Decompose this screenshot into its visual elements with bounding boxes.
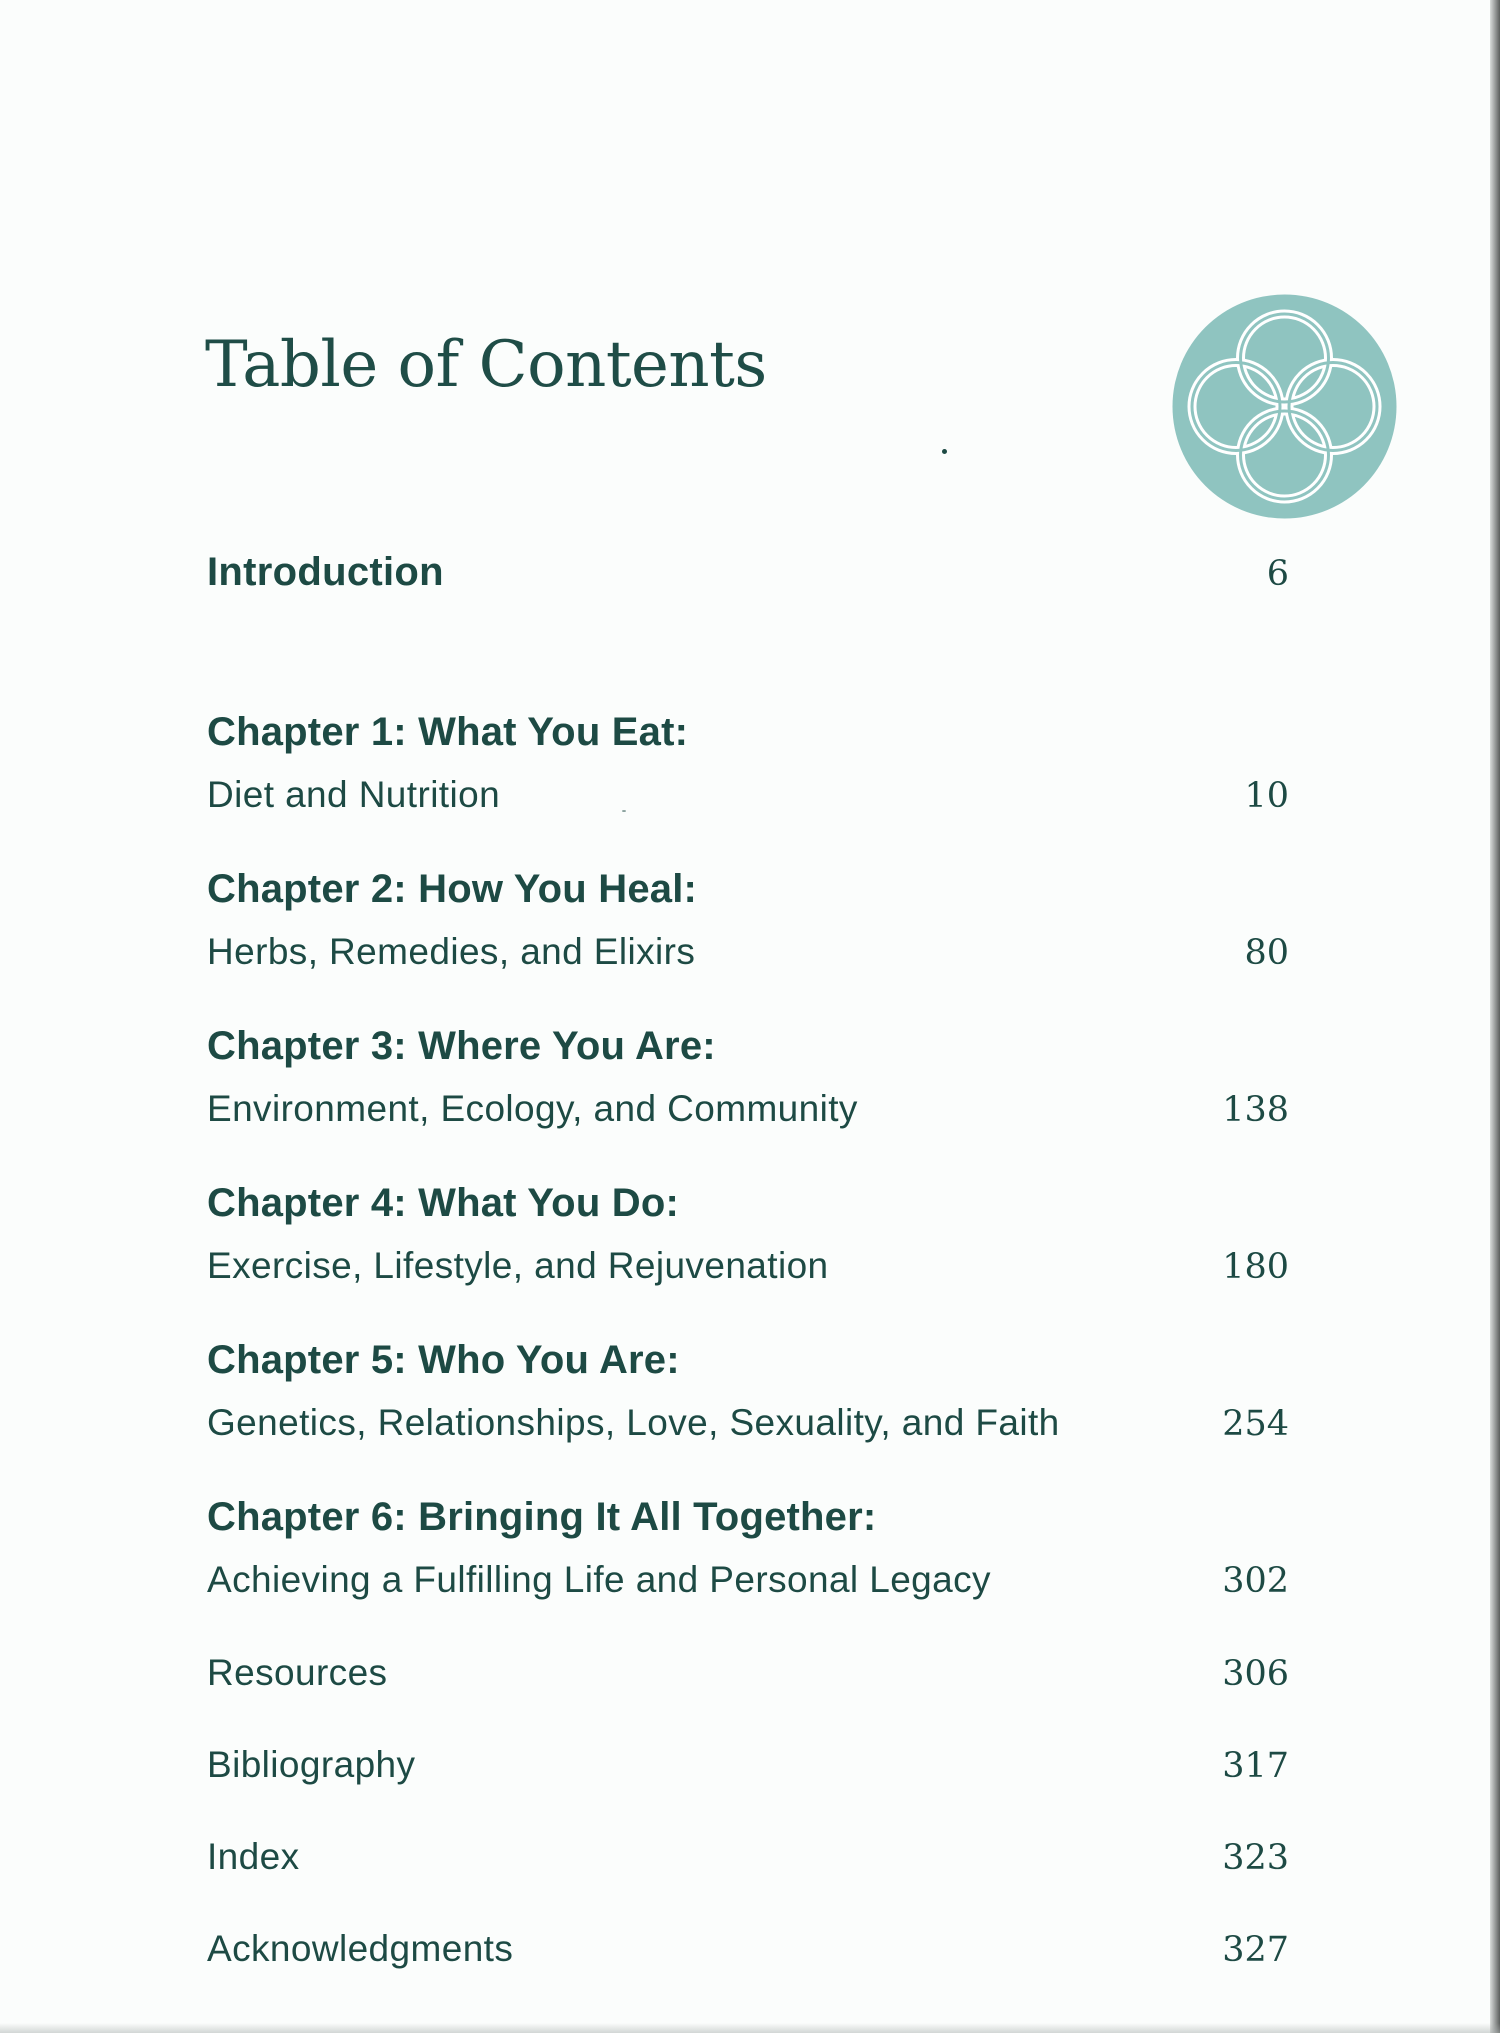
toc-entry-index[interactable] bbox=[207, 1836, 1289, 1878]
toc-page-number: 323 bbox=[1222, 1838, 1289, 1878]
toc-entry-chapter-1[interactable] bbox=[207, 774, 1289, 816]
toc-entry-introduction[interactable] bbox=[207, 550, 1289, 595]
paper-speck bbox=[942, 449, 947, 454]
toc-page-number: 327 bbox=[1222, 1930, 1289, 1970]
toc-entry-label: Diet and Nutrition bbox=[207, 774, 501, 815]
toc-page-number: 306 bbox=[1222, 1654, 1289, 1694]
toc-entry-label: Genetics, Relationships, Love, Sexuality, and Faith bbox=[207, 1402, 1060, 1443]
chapter-heading: Chapter 1: What You Eat: bbox=[207, 710, 689, 754]
page-edge bbox=[1490, 0, 1500, 2033]
toc-page-number: 6 bbox=[1266, 554, 1289, 594]
toc-entry-label: Herbs, Remedies, and Elixirs bbox=[207, 931, 696, 972]
chapter-heading: Chapter 2: How You Heal: bbox=[207, 867, 698, 911]
toc-entry-chapter-4[interactable] bbox=[207, 1245, 1289, 1287]
chapter-heading: Chapter 6: Bringing It All Together: bbox=[207, 1495, 877, 1539]
toc-page-number: 254 bbox=[1222, 1404, 1289, 1444]
toc-entry-label: Resources bbox=[207, 1652, 388, 1693]
toc-entry-chapter-3[interactable] bbox=[207, 1088, 1289, 1130]
interlocking-circles-icon bbox=[1172, 294, 1397, 519]
toc-page-number: 10 bbox=[1244, 776, 1289, 816]
toc-page-number: 80 bbox=[1244, 933, 1289, 973]
toc-entry-chapter-2[interactable] bbox=[207, 931, 1289, 973]
page-bottom-shadow bbox=[0, 2023, 1500, 2033]
chapter-heading: Chapter 5: Who You Are: bbox=[207, 1338, 680, 1382]
toc-entry-label: Bibliography bbox=[207, 1744, 416, 1785]
toc-entry-label: Acknowledgments bbox=[207, 1928, 514, 1969]
toc-page-number: 317 bbox=[1222, 1746, 1289, 1786]
toc-entry-label: Environment, Ecology, and Community bbox=[207, 1088, 858, 1129]
toc-page-number: 180 bbox=[1222, 1247, 1289, 1287]
toc-entry-label: Introduction bbox=[207, 550, 444, 594]
toc-entry-resources[interactable] bbox=[207, 1652, 1289, 1694]
page-title: Table of Contents bbox=[205, 328, 767, 402]
toc-entry-chapter-6[interactable] bbox=[207, 1559, 1289, 1601]
toc-page-number: 302 bbox=[1222, 1561, 1289, 1601]
toc-entry-label: Index bbox=[207, 1836, 300, 1877]
chapter-heading: Chapter 3: Where You Are: bbox=[207, 1024, 716, 1068]
toc-entry-acknowledgments[interactable] bbox=[207, 1928, 1289, 1970]
toc-entry-bibliography[interactable] bbox=[207, 1744, 1289, 1786]
toc-entry-label: Exercise, Lifestyle, and Rejuvenation bbox=[207, 1245, 829, 1286]
toc-entry-chapter-5[interactable] bbox=[207, 1402, 1289, 1444]
toc-page-number: 138 bbox=[1222, 1090, 1289, 1130]
chapter-heading: Chapter 4: What You Do: bbox=[207, 1181, 680, 1225]
toc-entry-label: Achieving a Fulfilling Life and Personal Legacy bbox=[207, 1559, 991, 1600]
